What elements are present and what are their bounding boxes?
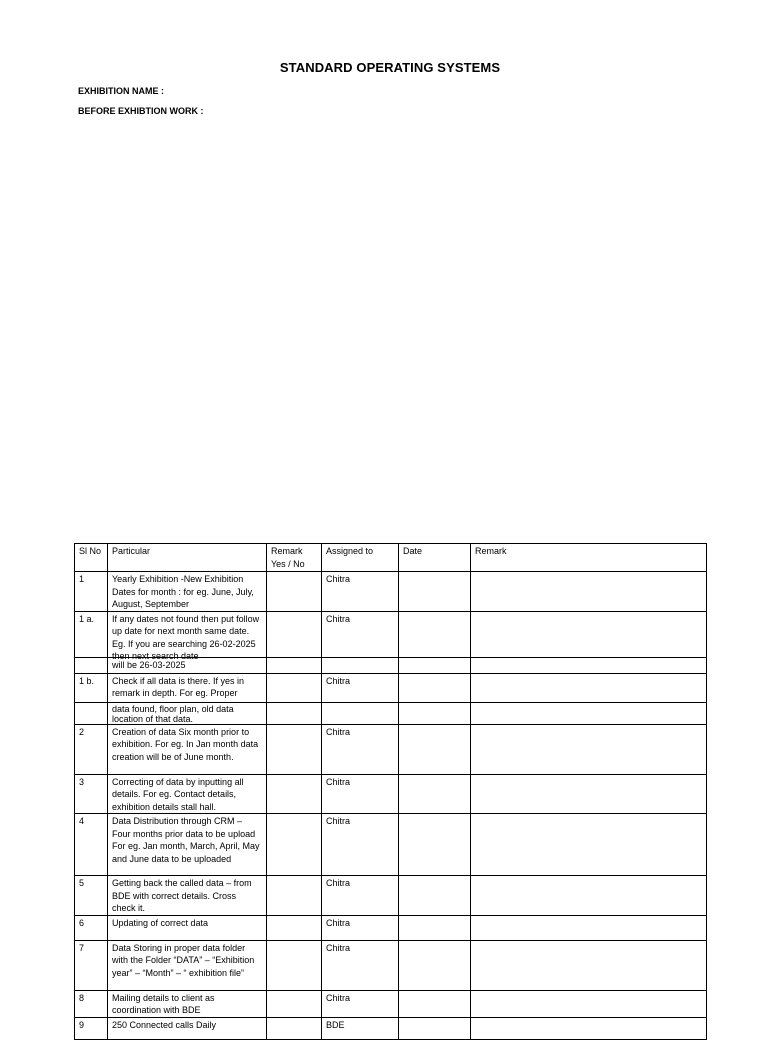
row-remark bbox=[471, 915, 707, 940]
row-assigned-to: Chitra bbox=[322, 876, 399, 916]
table-row bbox=[75, 990, 707, 1017]
row-sl-no: 6 bbox=[75, 915, 108, 940]
row-sl-no: 5 bbox=[75, 876, 108, 916]
row-assigned-to: BDE bbox=[322, 1017, 399, 1039]
sop-table bbox=[74, 543, 707, 1040]
row-remark-yes-no bbox=[267, 915, 322, 940]
row-particular: Yearly Exhibition -New Exhibition Dates for month : for eg. June, July, August, September bbox=[108, 572, 267, 612]
row-remark bbox=[471, 1017, 707, 1039]
row-assigned-to: Chitra bbox=[322, 724, 399, 774]
row-date bbox=[399, 724, 471, 774]
row-particular: Check if all data is there. If yes in remark in depth. For eg. Proper bbox=[108, 673, 267, 702]
table-header-row bbox=[75, 544, 707, 572]
row-remark-yes-no bbox=[267, 940, 322, 990]
row-particular: Data Storing in proper data folder with the Folder “DATA” – “Exhibition year” – “Month” – “ exhibition file” bbox=[108, 940, 267, 990]
row-assigned-to: Chitra bbox=[322, 774, 399, 814]
row-assigned-to: Chitra bbox=[322, 915, 399, 940]
row-sl-no bbox=[75, 702, 108, 724]
row-remark-yes-no bbox=[267, 673, 322, 702]
row-date bbox=[399, 702, 471, 724]
table-row bbox=[75, 673, 707, 702]
row-particular: Creation of data Six month prior to exhibition. For eg. In Jan month data creation will be of June month. bbox=[108, 724, 267, 774]
row-sl-no: 1 b. bbox=[75, 673, 108, 702]
row-date bbox=[399, 1017, 471, 1039]
header-sl-no: Sl No bbox=[75, 544, 108, 572]
row-remark bbox=[471, 673, 707, 702]
row-remark bbox=[471, 774, 707, 814]
row-particular-cell bbox=[108, 611, 267, 661]
row-remark bbox=[471, 724, 707, 774]
row-assigned-to: Chitra bbox=[322, 572, 399, 612]
row-particular: Getting back the called data – from BDE with correct details. Cross check it. bbox=[108, 876, 267, 916]
row-assigned-to bbox=[322, 702, 399, 724]
table-row bbox=[75, 876, 707, 916]
row-remark-yes-no bbox=[267, 702, 322, 724]
row-remark bbox=[471, 572, 707, 612]
row-remark bbox=[471, 814, 707, 876]
table-row bbox=[75, 611, 707, 657]
row-sl-no: 1 a. bbox=[75, 611, 108, 657]
row-remark-yes-no bbox=[267, 814, 322, 876]
header-date: Date bbox=[399, 544, 471, 572]
row-assigned-to: Chitra bbox=[322, 814, 399, 876]
row-assigned-to: Chitra bbox=[322, 990, 399, 1017]
row-remark bbox=[471, 702, 707, 724]
row-sl-no: 7 bbox=[75, 940, 108, 990]
row-particular: will be 26-03-2025 bbox=[108, 657, 267, 673]
row-date bbox=[399, 814, 471, 876]
row-date bbox=[399, 940, 471, 990]
table-row bbox=[75, 1017, 707, 1039]
row-remark-yes-no bbox=[267, 724, 322, 774]
table-row bbox=[75, 702, 707, 724]
document-title: STANDARD OPERATING SYSTEMS bbox=[279, 60, 501, 75]
row-remark-yes-no bbox=[267, 1017, 322, 1039]
table-row bbox=[75, 814, 707, 876]
row-particular: Correcting of data by inputting all details. For eg. Contact details, exhibition details stall hall. bbox=[108, 774, 267, 814]
row-remark bbox=[471, 990, 707, 1017]
row-sl-no: 2 bbox=[75, 724, 108, 774]
row-remark-yes-no bbox=[267, 572, 322, 612]
row-remark bbox=[471, 876, 707, 916]
row-remark-yes-no bbox=[267, 990, 322, 1017]
header-remark: Remark bbox=[471, 544, 707, 572]
row-date bbox=[399, 876, 471, 916]
table-row bbox=[75, 915, 707, 940]
row-particular: 250 Connected calls Daily bbox=[108, 1017, 267, 1039]
row-particular: Updating of correct data bbox=[108, 915, 267, 940]
row-date bbox=[399, 915, 471, 940]
row-assigned-to: Chitra bbox=[322, 611, 399, 657]
row-date bbox=[399, 572, 471, 612]
row-particular: data found, floor plan, old data location of that data. bbox=[112, 703, 234, 724]
row-remark bbox=[471, 611, 707, 657]
row-date bbox=[399, 673, 471, 702]
row-date bbox=[399, 657, 471, 673]
row-sl-no: 8 bbox=[75, 990, 108, 1017]
row-remark-yes-no bbox=[267, 611, 322, 657]
row-assigned-to: Chitra bbox=[322, 940, 399, 990]
table-row bbox=[75, 940, 707, 990]
row-remark-yes-no bbox=[267, 876, 322, 916]
before-exhibition-work-label: BEFORE EXHIBTION WORK : bbox=[78, 106, 204, 116]
header-particular: Particular bbox=[108, 544, 267, 572]
header-remark-yes-no: Remark Yes / No bbox=[267, 544, 322, 572]
row-particular: Data Distribution through CRM – Four months prior data to be upload For eg. Jan month, March, April, May and June data to be uploaded bbox=[108, 814, 267, 876]
header-assigned-to: Assigned to bbox=[322, 544, 399, 572]
row-assigned-to bbox=[322, 657, 399, 673]
row-date bbox=[399, 611, 471, 657]
row-remark-yes-no bbox=[267, 774, 322, 814]
row-remark-yes-no bbox=[267, 657, 322, 673]
row-remark bbox=[471, 940, 707, 990]
row-particular-cell bbox=[108, 702, 267, 724]
row-sl-no bbox=[75, 657, 108, 673]
row-date bbox=[399, 774, 471, 814]
row-sl-no: 9 bbox=[75, 1017, 108, 1039]
table-row bbox=[75, 724, 707, 774]
row-remark bbox=[471, 657, 707, 673]
row-date bbox=[399, 990, 471, 1017]
exhibition-name-label: EXHIBITION NAME : bbox=[78, 86, 165, 96]
row-sl-no: 3 bbox=[75, 774, 108, 814]
row-particular: If any dates not found then put follow up date for next month same date. Eg. If you are searching 26-02-2025 then next search date bbox=[112, 613, 260, 661]
table-row bbox=[75, 774, 707, 814]
table-row bbox=[75, 572, 707, 612]
row-sl-no: 1 bbox=[75, 572, 108, 612]
row-sl-no: 4 bbox=[75, 814, 108, 876]
table-row bbox=[75, 657, 707, 673]
row-assigned-to: Chitra bbox=[322, 673, 399, 702]
row-particular: Mailing details to client as coordination with BDE bbox=[108, 990, 267, 1017]
